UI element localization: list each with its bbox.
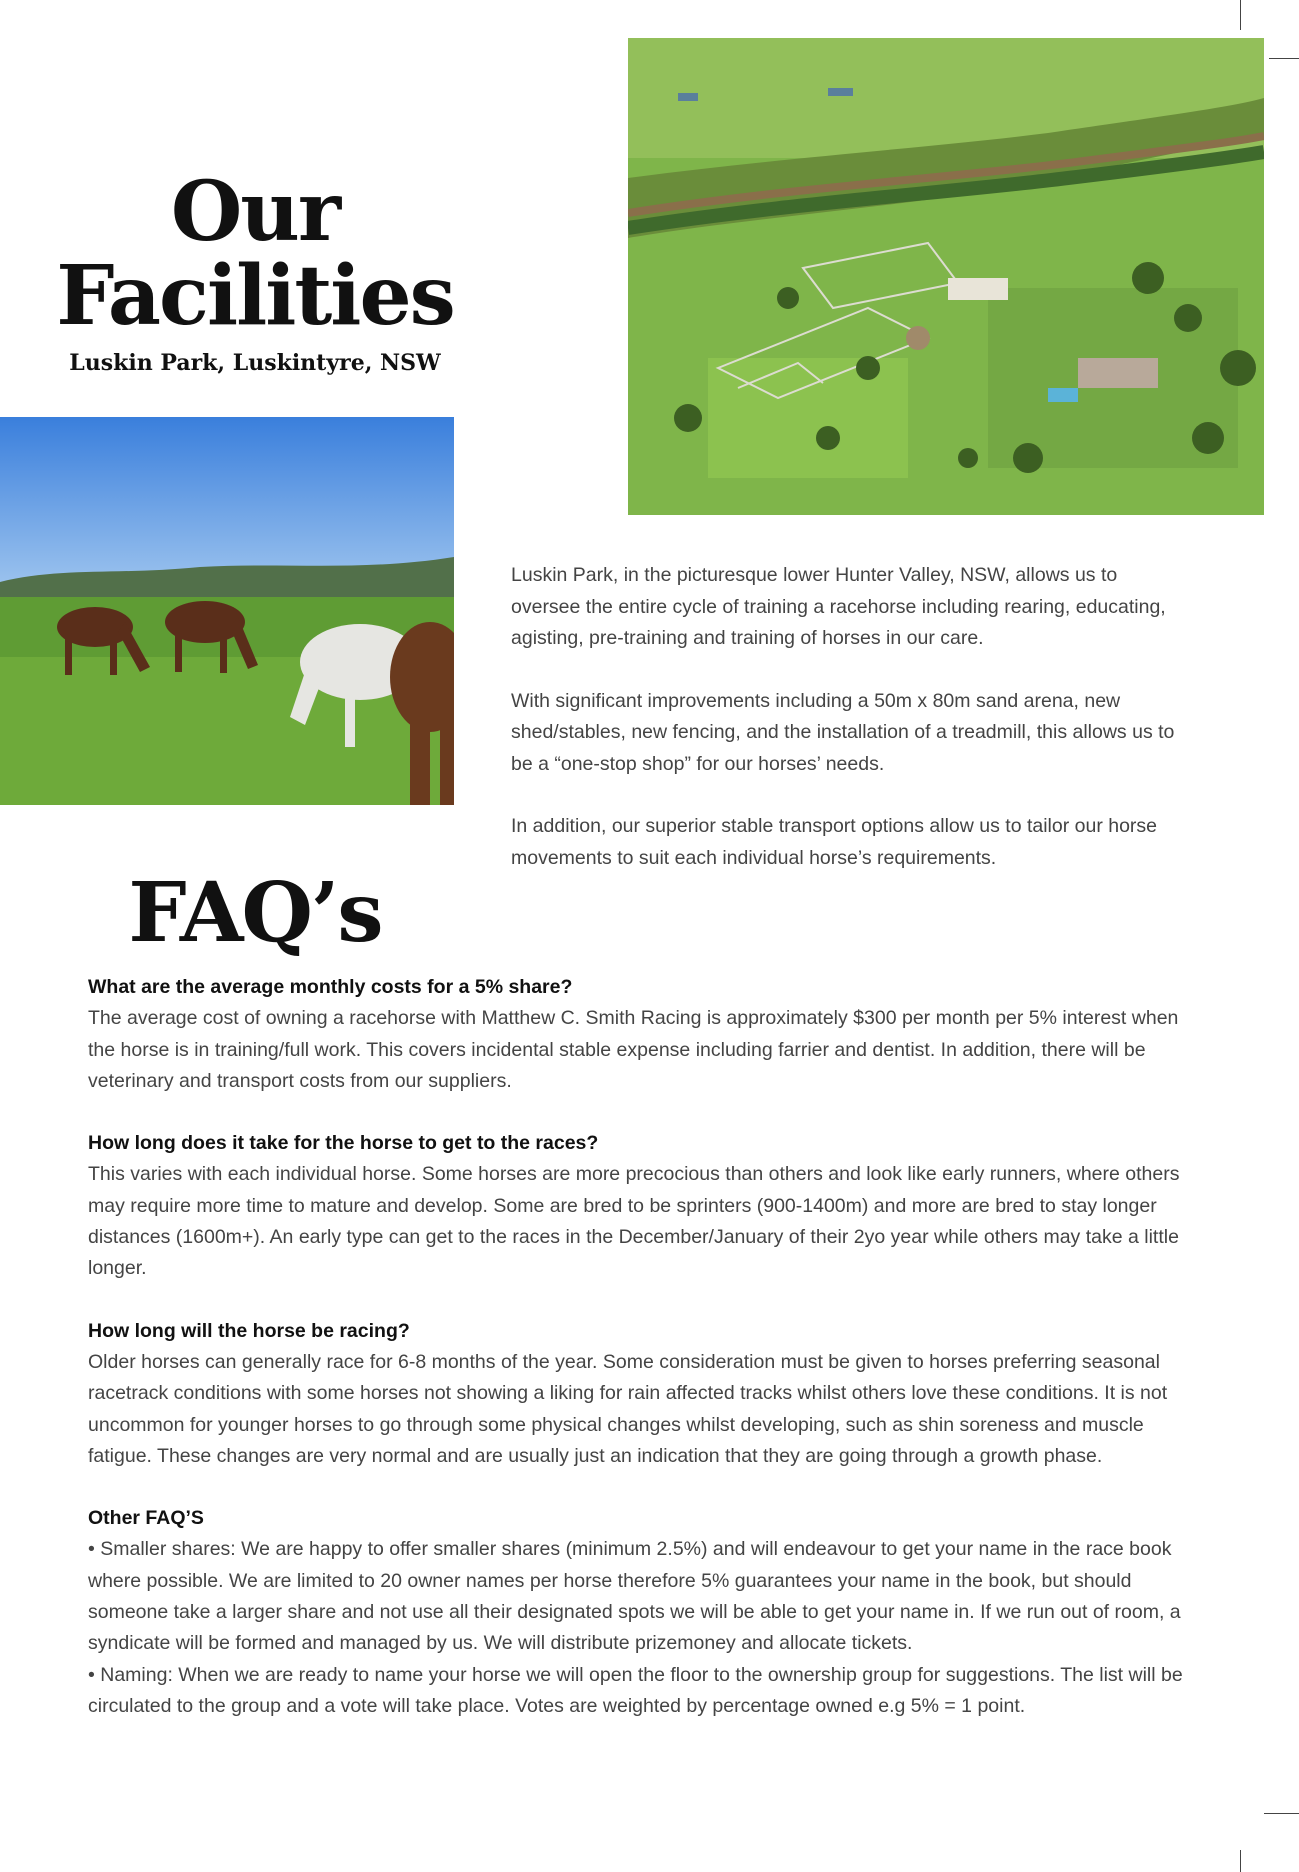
crop-mark-top-h <box>1269 58 1299 59</box>
crop-mark-top-v <box>1240 0 1241 30</box>
faq-question: How long will the horse be racing? <box>88 1319 410 1342</box>
faq-item <box>88 972 1203 1097</box>
title-line-2: Facilities <box>56 248 454 344</box>
faq-answer: This varies with each individual horse. Some horses are more precocious than others and look like early runners, where others may require more time to mature and develop. Some are bred to be sprinters (900-1400m) and more are bred to stay longer distances (1600m+). An early type can get to the races in the December/January of their 2yo year while others may take a little longer. <box>88 1163 1180 1280</box>
faq-item <box>88 1316 1203 1472</box>
page-subtitle: Luskin Park, Luskintyre, NSW <box>69 350 441 376</box>
faq-answer: The average cost of owning a racehorse with Matthew C. Smith Racing is approximately $300 per month per 5% interest when the horse is in training/full work. This covers incidental stable expense including farrier and dentist. In addition, there will be veterinary and transport costs from our suppliers. <box>88 1007 1179 1092</box>
page-title <box>40 164 470 344</box>
faq-other-bullet-shares: • Smaller shares: We are happy to offer smaller shares (minimum 2.5%) and will endeavour to get your name in the race book where possible. We are limited to 20 owner names per horse therefore 5% guarantees your name in the book, but should someone take a larger share and not use all their designated spots we will be able to get your name in. If we run out of room, a syndicate will be formed and managed by us. We will distribute prizemoney and allocate tickets. <box>88 1534 1203 1659</box>
faq-item <box>88 1128 1203 1284</box>
intro-paragraph-2: With significant improvements including a 50m x 80m sand arena, new shed/stables, new fencing, and the installation of a treadmill, this allows us to be a “one-stop shop” for our horses’ needs. <box>511 689 1175 775</box>
intro-paragraph-3: In addition, our superior stable transport options allow us to tailor our horse movements to suit each individual horse’s requirements. <box>511 815 1158 869</box>
intro-paragraph-1: Luskin Park, in the picturesque lower Hunter Valley, NSW, allows us to oversee the entire cycle of training a racehorse including rearing, educating, agisting, pre-training and training of horses in our care. <box>511 564 1166 649</box>
faq-question: What are the average monthly costs for a 5% share? <box>88 976 573 998</box>
faq-other-bullet-naming: • Naming: When we are ready to name your horse we will open the floor to the ownership group for suggestions. The list will be circulated to the group and a vote will take place. Votes are weighted by percentage owned e.g 5% = 1 point. <box>88 1660 1203 1723</box>
faq-list <box>88 972 1203 1753</box>
crop-mark-bottom-v <box>1240 1850 1241 1872</box>
faq-heading: FAQ’s <box>128 865 382 961</box>
title-line-1: Our <box>170 164 340 260</box>
faq-other <box>88 1503 1203 1722</box>
horses-photo <box>0 417 454 805</box>
aerial-photo <box>628 38 1264 515</box>
intro-text <box>511 560 1191 905</box>
faq-question: How long does it take for the horse to get to the races? <box>88 1132 599 1155</box>
faq-other-heading: Other FAQ’S <box>88 1507 204 1530</box>
faq-answer: Older horses can generally race for 6-8 months of the year. Some consideration must be given to horses preferring seasonal racetrack conditions with some horses not showing a liking for rain affected tracks whilst others love these conditions. It is not uncommon for younger horses to go through some physical changes whilst developing, such as shin soreness and muscle fatigue. These changes are very normal and are usually just an indication that they are going through a growth phase. <box>88 1350 1168 1467</box>
crop-mark-bottom-h <box>1264 1813 1299 1814</box>
